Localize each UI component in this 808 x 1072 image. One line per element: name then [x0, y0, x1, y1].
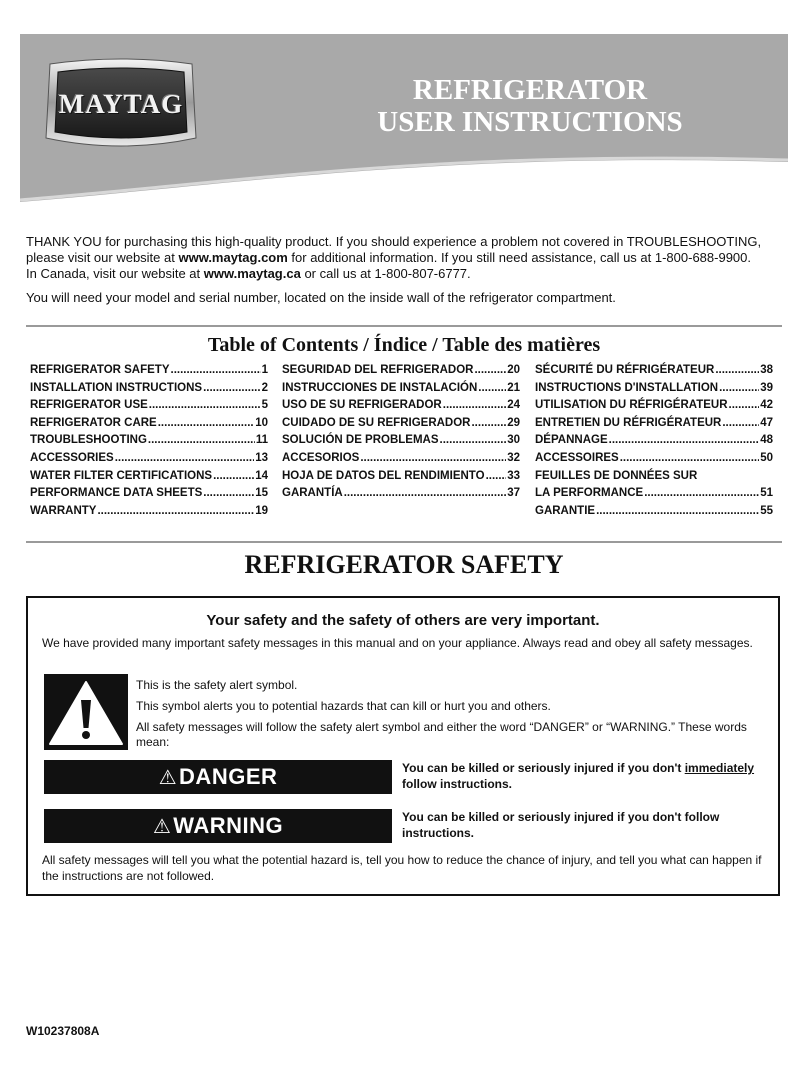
toc-item[interactable]: INSTALLATION INSTRUCTIONS ..... 2: [30, 380, 268, 398]
toc-item[interactable]: WARRANTY ..... 19: [30, 503, 268, 521]
toc-item[interactable]: USO DE SU REFRIGERADOR ..... 24: [282, 397, 520, 415]
toc-item[interactable]: INSTRUCCIONES DE INSTALACIÓN ..... 21: [282, 380, 520, 398]
intro-text: [26, 234, 786, 306]
intro-canada-a: In Canada, visit our website at: [26, 266, 204, 281]
toc-item[interactable]: PERFORMANCE DATA SHEETS ..... 15: [30, 485, 268, 503]
toc-item[interactable]: SÉCURITÉ DU RÉFRIGÉRATEUR ..... 38: [535, 362, 773, 380]
safety-alert-icon: [44, 674, 128, 750]
toc-item[interactable]: FEUILLES DE DONNÉES SUR LA PERFORMANCE ..... 51: [535, 468, 773, 503]
toc-item[interactable]: REFRIGERATOR SAFETY ..... 1: [30, 362, 268, 380]
toc-item[interactable]: TROUBLESHOOTING ..... 11: [30, 432, 268, 450]
safety-box-heading: Your safety and the safety of others are very important.: [206, 612, 600, 629]
alert-explanation: [136, 678, 766, 756]
safety-box-intro: We have provided many important safety messages in this manual and on your appliance. Always read and obey all safety messages.: [42, 636, 753, 650]
toc-item[interactable]: CUIDADO DE SU REFRIGERADOR ..... 29: [282, 415, 520, 433]
toc-item[interactable]: DÉPANNAGE ..... 48: [535, 432, 773, 450]
alert-line-3: All safety messages will follow the safety alert symbol and either the word “DANGER” or “WARNING.” These words mean:: [136, 720, 747, 749]
toc-title: Table of Contents / Índice / Table des matières: [207, 334, 601, 356]
toc-item[interactable]: ACCESSOIRES ..... 50: [535, 450, 773, 468]
toc-item[interactable]: ACCESSORIES ..... 13: [30, 450, 268, 468]
intro-canada-b: or call us at 1-800-807-6777.: [300, 266, 471, 281]
warning-description: You can be killed or seriously injured if you don't follow instructions.: [402, 810, 720, 840]
safety-heading: REFRIGERATOR SAFETY: [244, 550, 564, 579]
title-line-2: USER INSTRUCTIONS: [377, 106, 683, 138]
toc-item[interactable]: UTILISATION DU RÉFRIGÉRATEUR ..... 42: [535, 397, 773, 415]
toc-item[interactable]: REFRIGERATOR CARE ..... 10: [30, 415, 268, 433]
warning-label: [44, 809, 392, 843]
alert-line-1: This is the safety alert symbol.: [136, 678, 298, 692]
title-line-1: REFRIGERATOR: [412, 74, 648, 106]
toc-item[interactable]: GARANTIE ..... 55: [535, 503, 773, 521]
alert-line-2: This symbol alerts you to potential hazards that can kill or hurt you and others.: [136, 699, 551, 713]
toc-spanish-column: [282, 362, 520, 503]
intro-paragraph-1: [26, 234, 786, 266]
toc-french-column: [535, 362, 773, 520]
intro-paragraph-2: [26, 266, 786, 282]
warning-triangle-icon: ⚠: [152, 816, 172, 838]
maytag-logo-text: MAYTAG: [58, 89, 184, 119]
safety-box: [26, 596, 780, 896]
toc-english-column: [30, 362, 268, 520]
toc-item[interactable]: ENTRETIEN DU RÉFRIGÉRATEUR ..... 47: [535, 415, 773, 433]
toc-item[interactable]: REFRIGERATOR USE ..... 5: [30, 397, 268, 415]
toc-item-label-line1: FEUILLES DE DONNÉES SUR: [535, 469, 698, 482]
danger-label: [44, 760, 392, 794]
toc-item[interactable]: ACCESORIOS ..... 32: [282, 450, 520, 468]
danger-label-text: DANGER: [179, 764, 278, 789]
intro-text-a: THANK YOU for purchasing this high-quality product. If you should experience a problem not covered in TROUBLESHOOTING, please visit our website at: [26, 234, 762, 265]
document-number: W10237808A: [26, 1024, 100, 1038]
warning-label-text: WARNING: [173, 813, 284, 838]
toc-item-label-line2: LA PERFORMANCE: [535, 487, 644, 500]
header-banner: [20, 34, 788, 206]
maytag-ca-url: www.maytag.ca: [203, 266, 301, 281]
warning-triangle-icon: ⚠: [158, 767, 178, 789]
toc-item[interactable]: SEGURIDAD DEL REFRIGERADOR ..... 20: [282, 362, 520, 380]
divider-top: [26, 325, 782, 327]
divider-middle: [26, 541, 782, 543]
intro-text-b: for additional information. If you still need assistance, call us at 1-800-688-9900.: [287, 250, 752, 265]
toc-item[interactable]: INSTRUCTIONS D'INSTALLATION ..... 39: [535, 380, 773, 398]
page-title: [320, 74, 740, 138]
toc-item[interactable]: HOJA DE DATOS DEL RENDIMIENTO ..... 33: [282, 468, 520, 486]
maytag-com-url: www.maytag.com: [178, 250, 288, 265]
safety-box-outro: All safety messages will tell you what the potential hazard is, tell you how to reduce the chance of injury, and tell you what can happen if the instructions are not followed.: [42, 853, 762, 883]
danger-description: You can be killed or seriously injured if you don't immediately follow instructions.: [402, 761, 755, 791]
toc-item[interactable]: GARANTÍA ..... 37: [282, 485, 520, 503]
toc-item[interactable]: SOLUCIÓN DE PROBLEMAS ..... 30: [282, 432, 520, 450]
intro-paragraph-3: You will need your model and serial number, located on the inside wall of the refrigerator compartment.: [26, 290, 616, 305]
toc-item[interactable]: WATER FILTER CERTIFICATIONS ..... 14: [30, 468, 268, 486]
